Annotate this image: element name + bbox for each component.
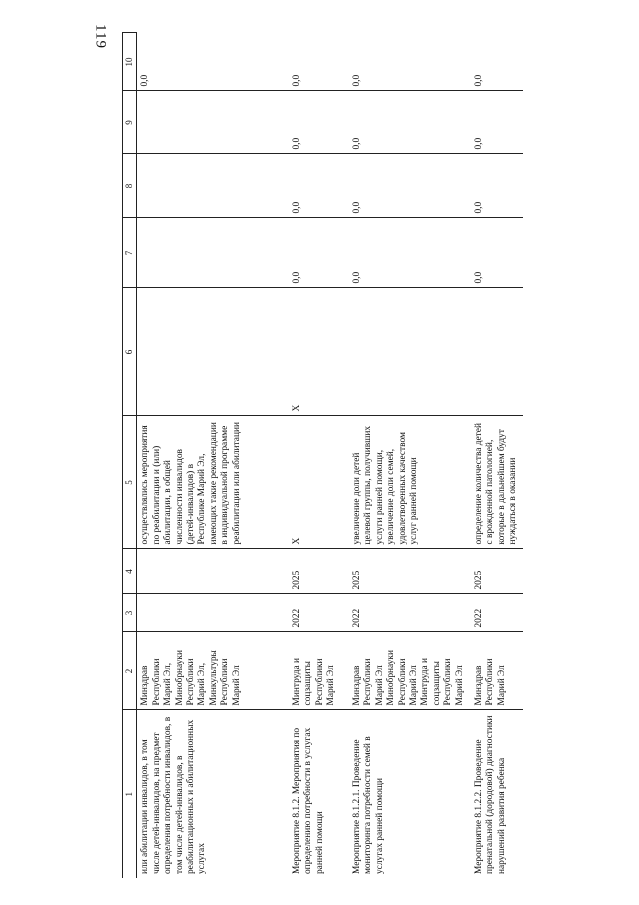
- responsible-executor-cell: Минздрав Республики Марий Эл, Минобрнауки Республики Марий Эл, Минкультуры Республики Марий Эл: [137, 632, 289, 710]
- funding-cell: 0,0: [137, 33, 289, 91]
- expected-result-cell: увеличение доли детей целевой группы, получивших услуги ранней помощи, увеличение доли семей, удовлетворенных качеством услуг ранней помощи: [349, 416, 471, 549]
- funding-cell: [137, 91, 289, 154]
- end-year-cell: [137, 549, 289, 594]
- end-year-cell: 2025: [471, 549, 523, 594]
- start-year-cell: 2022: [289, 594, 349, 632]
- column-header: 8: [123, 154, 137, 218]
- funding-cell: [137, 218, 289, 288]
- funding-cell: 0,0: [349, 218, 471, 288]
- funding-cell: 0,0: [471, 91, 523, 154]
- start-year-cell: 2022: [471, 594, 523, 632]
- column-header: 1: [123, 710, 137, 878]
- indicator-cell: [137, 288, 289, 416]
- column-header: 2: [123, 632, 137, 710]
- table-row: [349, 33, 471, 878]
- funding-cell: 0,0: [349, 154, 471, 218]
- funding-cell: 0,0: [289, 154, 349, 218]
- funding-cell: 0,0: [349, 33, 471, 91]
- column-header: 10: [123, 33, 137, 91]
- activity-name-cell: Мероприятие 8.1.2.2. Проведение пренатальной (дородовой) диагностики нарушений развития ребенка: [473, 715, 507, 874]
- indicator-cell: [471, 288, 523, 416]
- column-header: 6: [123, 288, 137, 416]
- activity-name-cell: Мероприятие 8.1.2. Мероприятия по определению потребности в услугах ранней помощи: [291, 727, 325, 874]
- expected-result-cell: X: [289, 416, 349, 549]
- table-row: [471, 33, 523, 878]
- column-header: 7: [123, 218, 137, 288]
- column-header: 3: [123, 594, 137, 632]
- funding-cell: 0,0: [471, 33, 523, 91]
- table-row: [137, 33, 289, 878]
- responsible-executor-cell: Минтруда и соцзащиты Республики Марий Эл: [289, 632, 349, 710]
- expected-result-cell: осуществлялись мероприятия по реабилитации и (или) абилитации, в общей численности инвалидов (детей-инвалидов) в Республике Марий Эл, имеющих такие рекомендации в индивидуальной программе реабилитации или абилитации: [137, 416, 289, 549]
- program-table: [122, 33, 523, 879]
- table-row: [289, 33, 349, 878]
- activity-name-cell: или абилитации инвалидов, в том числе детей-инвалидов, на предмет определения потребности инвалидов, в том числе детей-инвалидов, в реабилитационных и абилитационных услугах: [140, 716, 208, 874]
- activity-name-cell: Мероприятие 8.1.2.1. Проведение мониторинга потребности семей в услугах ранней помощи: [351, 736, 385, 874]
- expected-result-cell: определение количества детей с врожденной патологией, которые в дальнейшем будут нуждаться в оказании: [471, 416, 523, 549]
- end-year-cell: 2025: [289, 549, 349, 594]
- indicator-cell: [349, 288, 471, 416]
- funding-cell: 0,0: [289, 33, 349, 91]
- column-header: 9: [123, 91, 137, 154]
- end-year-cell: 2025: [349, 549, 471, 594]
- funding-cell: 0,0: [289, 91, 349, 154]
- column-header: 5: [123, 416, 137, 549]
- funding-cell: 0,0: [289, 218, 349, 288]
- start-year-cell: [137, 594, 289, 632]
- rotated-table-area: [122, 33, 632, 878]
- funding-cell: 0,0: [471, 218, 523, 288]
- funding-cell: [137, 154, 289, 218]
- table-header-row: [123, 33, 137, 878]
- funding-cell: 0,0: [349, 91, 471, 154]
- responsible-executor-cell: Минздрав Республики Марий Эл Минобрнауки Республики Марий Эл Минтруда и соцзащиты Республики Марий Эл: [349, 632, 471, 710]
- start-year-cell: 2022: [349, 594, 471, 632]
- responsible-executor-cell: Минздрав Республики Марий Эл: [471, 632, 523, 710]
- indicator-cell: X: [289, 288, 349, 416]
- page-number: 119: [92, 24, 109, 49]
- column-header: 4: [123, 549, 137, 594]
- funding-cell: 0,0: [471, 154, 523, 218]
